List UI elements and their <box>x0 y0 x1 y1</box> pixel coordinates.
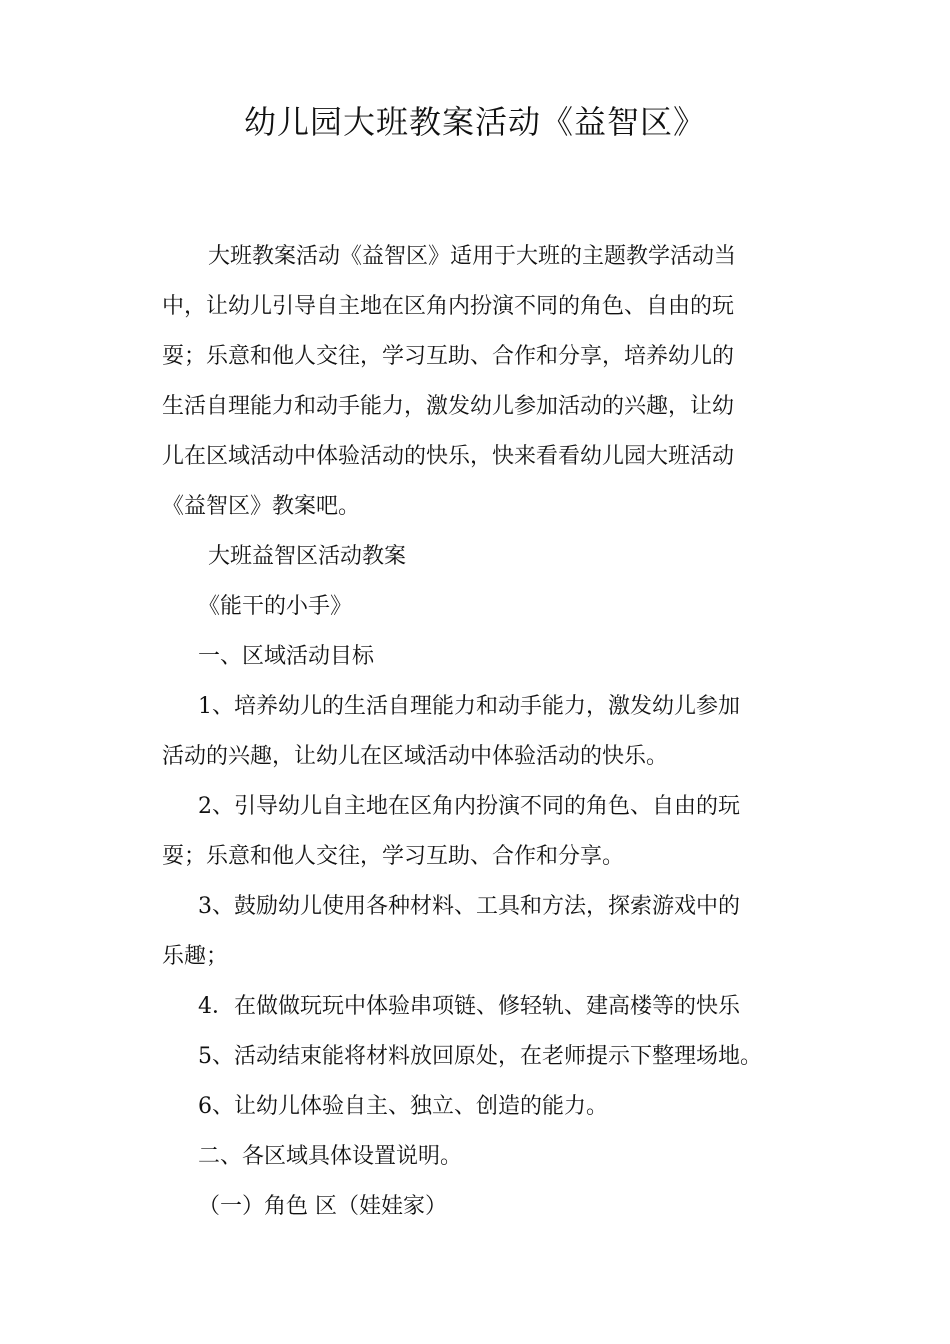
goal-3-line-2: 乐趣； <box>162 944 229 969</box>
subheading-role-area: （一）角色 区（娃娃家） <box>198 1194 447 1219</box>
goal-4: 4．在做做玩玩中体验串项链、修轻轨、建高楼等的快乐 <box>198 994 740 1019</box>
heading-areas: 二、各区域具体设置说明。 <box>198 1144 463 1169</box>
goal-2-line-1: 2、引导幼儿自主地在区角内扮演不同的角色、自由的玩 <box>198 794 740 819</box>
intro-line-1: 大班教案活动《益智区》适用于大班的主题教学活动当 <box>208 244 737 269</box>
lesson-title: 《能干的小手》 <box>198 594 353 619</box>
goal-1-line-2: 活动的兴趣，让幼儿在区域活动中体验活动的快乐。 <box>162 744 669 769</box>
goal-1-line-1: 1、培养幼儿的生活自理能力和动手能力，激发幼儿参加 <box>198 694 740 719</box>
intro-line-2: 中，让幼儿引导自主地在区角内扮演不同的角色、自由的玩 <box>162 294 735 319</box>
intro-line-5: 儿在区域活动中体验活动的快乐，快来看看幼儿园大班活动 <box>162 444 735 469</box>
document-title: 幼儿园大班教案活动《益智区》 <box>243 103 706 141</box>
section-heading: 大班益智区活动教案 <box>208 544 407 569</box>
document-body <box>162 232 802 1232</box>
goal-2-line-2: 耍；乐意和他人交往，学习互助、合作和分享。 <box>162 844 625 869</box>
goal-3-line-1: 3、鼓励幼儿使用各种材料、工具和方法，探索游戏中的 <box>198 894 740 919</box>
goal-6: 6、让幼儿体验自主、独立、创造的能力。 <box>198 1094 608 1119</box>
intro-line-6: 《益智区》教案吧。 <box>162 494 361 519</box>
heading-goals: 一、区域活动目标 <box>198 644 375 669</box>
intro-line-3: 耍；乐意和他人交往，学习互助、合作和分享，培养幼儿的 <box>162 344 735 369</box>
goal-5: 5、活动结束能将材料放回原处，在老师提示下整理场地。 <box>198 1044 762 1069</box>
intro-line-4: 生活自理能力和动手能力，激发幼儿参加活动的兴趣，让幼 <box>162 394 735 419</box>
